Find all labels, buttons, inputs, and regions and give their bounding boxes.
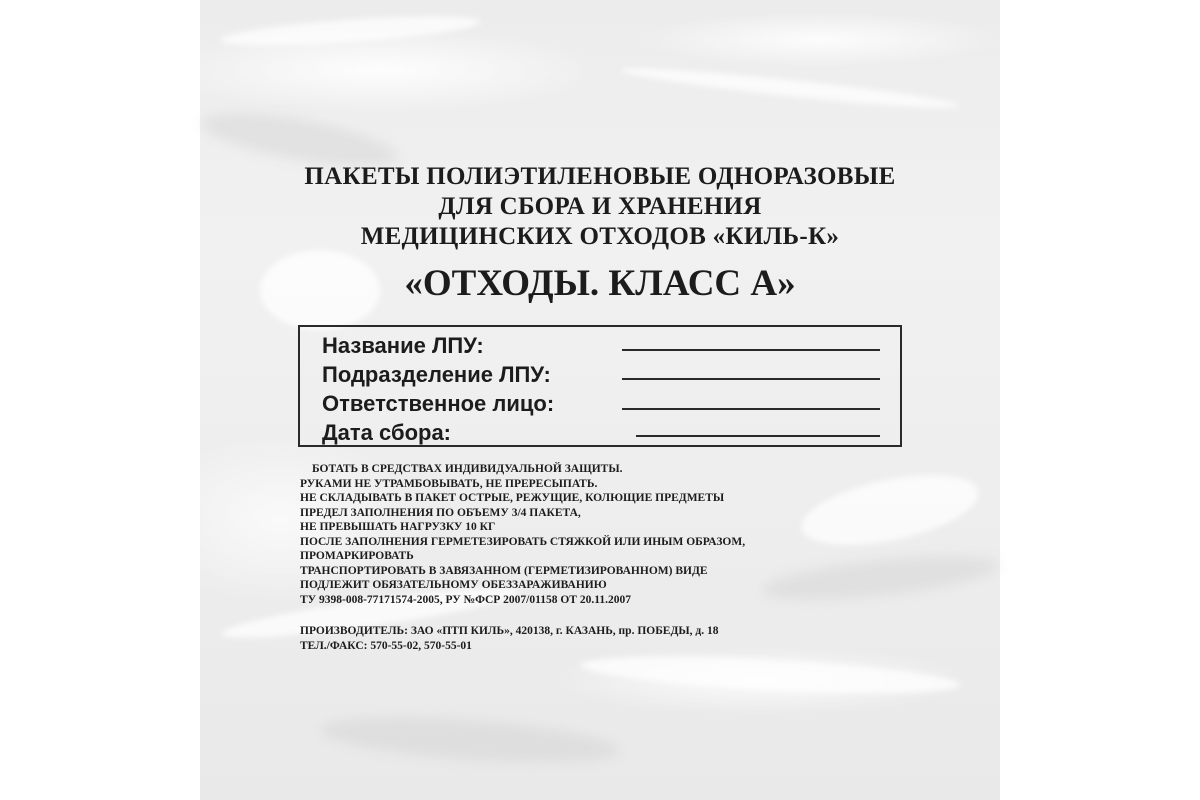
heading-line-2: ДЛЯ СБОРА И ХРАНЕНИЯ (438, 193, 762, 220)
rule-line: НЕ ПРЕВЫШАТЬ НАГРУЗКУ 10 КГ (300, 521, 496, 533)
form-blank-line (636, 435, 880, 437)
label-form-box (298, 325, 902, 447)
handling-rules (300, 462, 900, 607)
form-blank-line (622, 408, 880, 410)
plastic-bag (200, 0, 1000, 800)
rule-line: РУКАМИ НЕ УТРАМБОВЫВАТЬ, НЕ ПРЕРЕСЫПАТЬ. (300, 477, 598, 490)
form-blank-line (622, 378, 880, 380)
manufacturer-address: ПРОИЗВОДИТЕЛЬ: ЗАО «ПТП КИЛЬ», 420138, г. КАЗАНЬ, пр. ПОБЕДЫ, д. 18 (300, 625, 719, 637)
heading-line-1: ПАКЕТЫ ПОЛИЭТИЛЕНОВЫЕ ОДНОРАЗОВЫЕ (304, 163, 896, 190)
form-label-date: Дата сбора: (322, 420, 452, 445)
form-blank-line (622, 349, 880, 351)
rule-line: ТРАНСПОРТИРОВАТЬ В ЗАВЯЗАННОМ (ГЕРМЕТИЗИРОВАННОМ) ВИДЕ (300, 564, 708, 577)
rule-line: НЕ СКЛАДЫВАТЬ В ПАКЕТ ОСТРЫЕ, РЕЖУЩИЕ, КОЛЮЩИЕ ПРЕДМЕТЫ (300, 492, 725, 504)
form-label-facility: Название ЛПУ: (322, 333, 484, 358)
manufacturer-info (300, 624, 920, 654)
rule-line: ПРЕДЕЛ ЗАПОЛНЕНИЯ ПО ОБЪЕМУ 3/4 ПАКЕТА, (300, 506, 581, 519)
waste-class-title: «ОТХОДЫ. КЛАСС А» (404, 263, 796, 304)
rule-line: ПОСЛЕ ЗАПОЛНЕНИЯ ГЕРМЕТЕЗИРОВАТЬ СТЯЖКОЙ ИЛИ ИНЫМ ОБРАЗОМ, (300, 535, 746, 548)
bag-print (200, 0, 1000, 800)
heading-line-3: МЕДИЦИНСКИХ ОТХОДОВ «КИЛЬ-К» (360, 223, 840, 250)
rule-line: ПОДЛЕЖИТ ОБЯЗАТЕЛЬНОМУ ОБЕЗЗАРАЖИВАНИЮ (300, 579, 607, 591)
rule-line: ТУ 9398-008-77171574-2005, РУ №ФСР 2007/01158 ОТ 20.11.2007 (300, 593, 631, 606)
rule-line: ПРОМАРКИРОВАТЬ (300, 550, 414, 562)
form-label-department: Подразделение ЛПУ: (322, 362, 551, 387)
manufacturer-phone: ТЕЛ./ФАКС: 570-55-02, 570-55-01 (300, 640, 472, 652)
rule-line: БОТАТЬ В СРЕДСТВАХ ИНДИВИДУАЛЬНОЙ ЗАЩИТЫ. (312, 463, 623, 475)
form-label-responsible: Ответственное лицо: (322, 391, 555, 416)
